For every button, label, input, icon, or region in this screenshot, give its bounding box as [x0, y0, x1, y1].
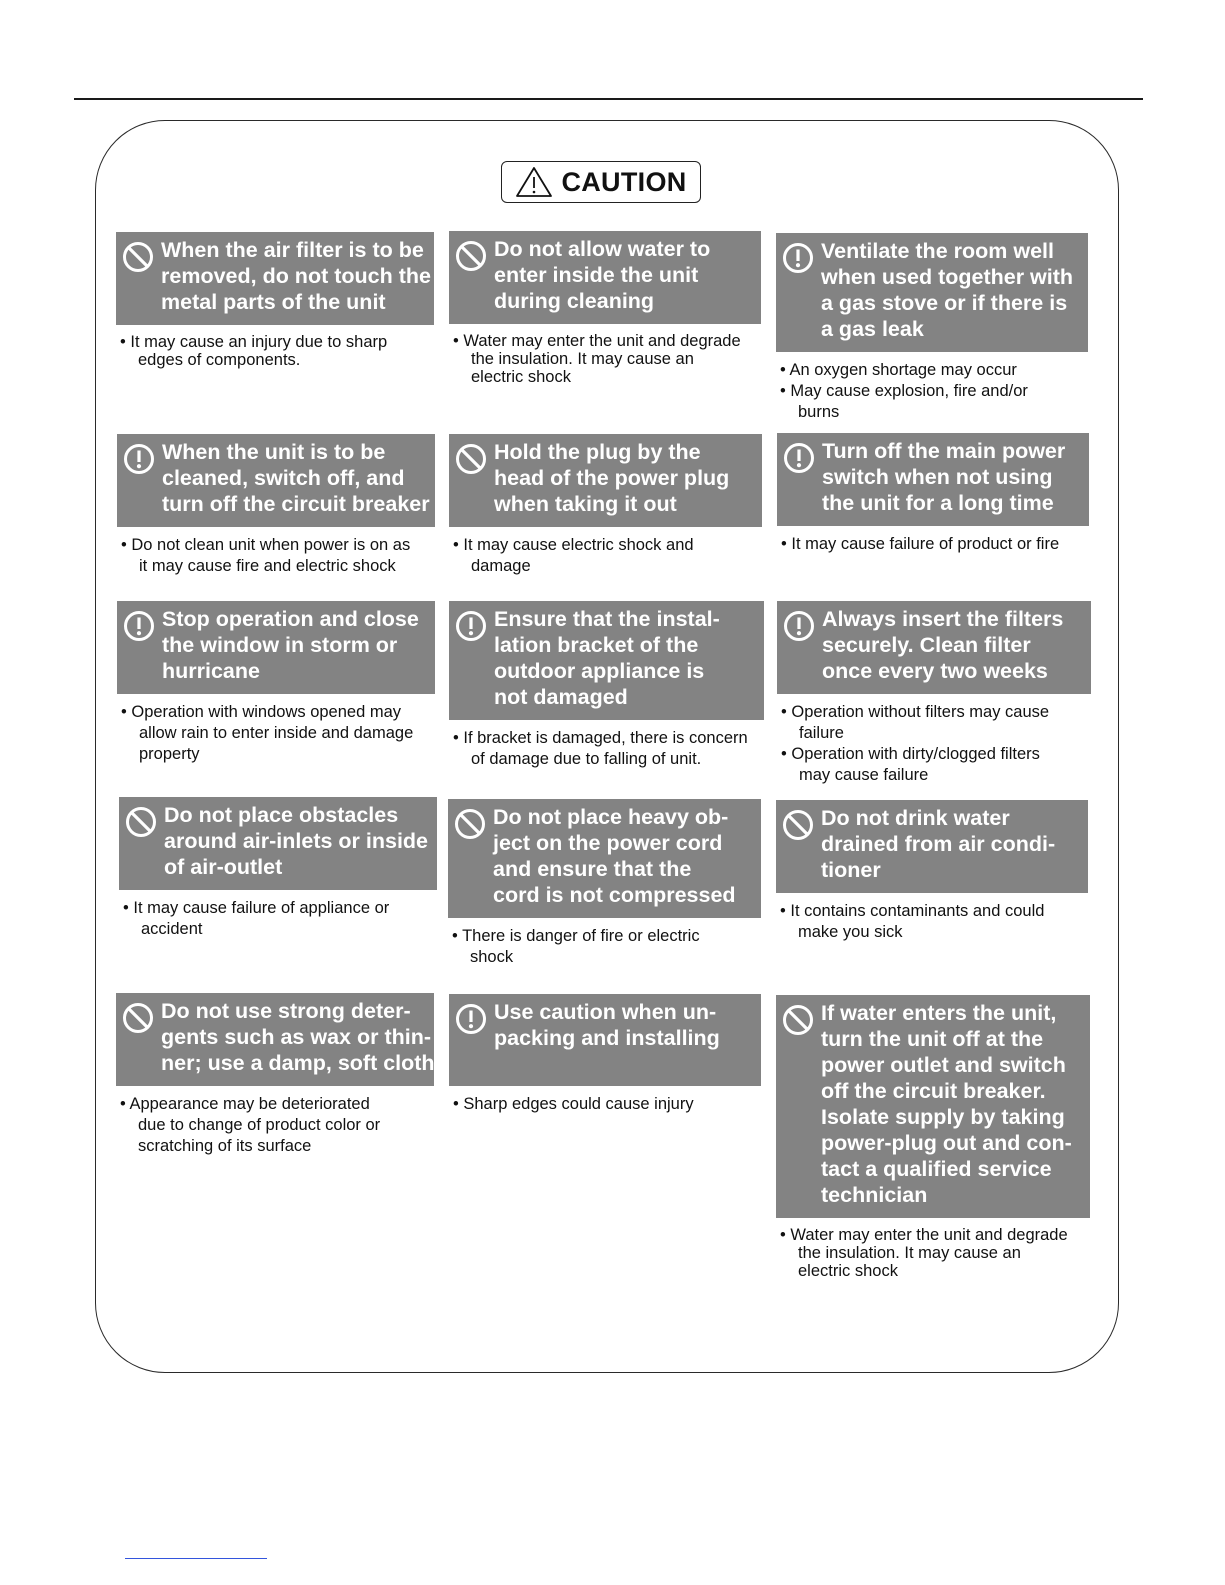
card-title-line: Ventilate the room well — [821, 239, 1054, 263]
card-heading — [449, 994, 761, 1086]
card-heading — [776, 995, 1090, 1218]
card-title-line: off the circuit breaker. — [821, 1079, 1046, 1103]
card-heading — [449, 231, 761, 324]
caution-card — [776, 800, 1088, 943]
card-title-line: Always insert the filters — [822, 607, 1064, 631]
card-note-line: • There is danger of fire or electric — [452, 927, 700, 945]
card-title-line: around air-inlets or inside — [164, 829, 429, 853]
card-note-line: • Sharp edges could cause injury — [453, 1095, 694, 1113]
card-title-line: cleaned, switch off, and — [162, 466, 405, 490]
card-title-line: power outlet and switch — [821, 1053, 1066, 1077]
caution-card — [116, 232, 434, 369]
card-heading — [117, 434, 435, 527]
caution-card — [117, 601, 435, 765]
card-note-line: accident — [141, 920, 203, 938]
card-note-line: damage — [471, 557, 531, 575]
card-title-line: tact a qualified service — [821, 1157, 1052, 1181]
prohibition-icon — [122, 1002, 154, 1034]
exclamation-icon — [123, 610, 155, 642]
card-title-line: when taking it out — [494, 492, 677, 516]
card-note-line: burns — [798, 403, 840, 421]
card-title-line: Do not place heavy ob- — [493, 805, 729, 829]
card-heading — [776, 233, 1088, 352]
caution-title: CAUTION — [561, 166, 687, 197]
card-notes — [116, 333, 434, 369]
caution-card — [776, 233, 1088, 423]
card-title-line: ner; use a damp, soft cloth — [161, 1051, 435, 1075]
card-notes — [117, 702, 435, 765]
card-title-line: switch when not using — [822, 465, 1053, 489]
exclamation-icon — [783, 610, 815, 642]
card-title-line: Isolate supply by taking — [821, 1105, 1065, 1129]
card-note-line: edges of components. — [138, 351, 301, 369]
card-note-line: • Operation with windows opened may — [121, 703, 402, 721]
card-title-line: hurricane — [162, 659, 260, 683]
caution-card — [449, 434, 762, 577]
card-title-line: enter inside the unit — [494, 263, 699, 287]
card-title-line: Use caution when un- — [494, 1000, 717, 1024]
card-note-line: it may cause fire and electric shock — [139, 557, 396, 575]
card-notes — [116, 1094, 434, 1157]
card-title-line: outdoor appliance is — [494, 659, 705, 683]
card-title-line: power-plug out and con- — [821, 1131, 1072, 1155]
caution-card — [119, 797, 437, 940]
card-title-line: Do not drink water — [821, 806, 1010, 830]
footer-link-underline — [125, 1558, 267, 1559]
card-note-line: • If bracket is damaged, there is concern — [453, 729, 748, 747]
card-note-line: • An oxygen shortage may occur — [780, 361, 1017, 379]
card-notes — [449, 332, 761, 386]
card-note-line: allow rain to enter inside and damage — [139, 724, 414, 742]
card-title-line: cord is not compressed — [493, 883, 736, 907]
card-title-line: Do not place obstacles — [164, 803, 399, 827]
card-note-line: • Do not clean unit when power is on as — [121, 536, 411, 554]
card-title-line: during cleaning — [494, 289, 655, 313]
card-title-line: the unit for a long time — [822, 491, 1054, 515]
card-notes — [119, 898, 437, 940]
card-title-line: technician — [821, 1183, 928, 1207]
card-note-line: failure — [799, 724, 844, 742]
card-title-line: Hold the plug by the — [494, 440, 701, 464]
exclamation-icon — [123, 443, 155, 475]
card-title-line: turn the unit off at the — [821, 1027, 1044, 1051]
card-note-line: • It may cause failure of appliance or — [123, 899, 390, 917]
caution-card — [777, 601, 1091, 786]
card-heading — [777, 433, 1089, 526]
prohibition-icon — [122, 241, 154, 273]
card-title-line: metal parts of the unit — [161, 290, 386, 314]
card-title-line: the window in storm or — [162, 633, 398, 657]
card-notes — [117, 535, 435, 577]
card-title-line: Do not allow water to — [494, 237, 711, 261]
prohibition-icon — [455, 443, 487, 475]
card-heading — [449, 434, 762, 527]
exclamation-icon — [455, 1003, 487, 1035]
caution-card — [117, 434, 435, 577]
caution-card — [449, 994, 761, 1115]
prohibition-icon — [125, 806, 157, 838]
card-title-line: of air-outlet — [164, 855, 283, 879]
prohibition-icon — [782, 1004, 814, 1036]
card-notes — [777, 702, 1091, 786]
card-title-line: securely. Clean filter — [822, 633, 1031, 657]
caution-card — [449, 231, 761, 386]
card-title-line: not damaged — [494, 685, 628, 709]
card-title-line: Stop operation and close — [162, 607, 419, 631]
card-notes — [449, 1094, 761, 1115]
caution-card — [448, 799, 761, 968]
card-title-line: drained from air condi- — [821, 832, 1056, 856]
caution-card — [776, 995, 1090, 1280]
card-notes — [776, 360, 1088, 423]
card-title-line: and ensure that the — [493, 857, 692, 881]
card-note-line: • Operation with dirty/clogged filters — [781, 745, 1040, 763]
prohibition-icon — [782, 809, 814, 841]
card-notes — [449, 728, 764, 770]
card-title-line: When the unit is to be — [162, 440, 386, 464]
card-heading — [777, 601, 1091, 694]
card-title-line: gents such as wax or thin- — [161, 1025, 431, 1049]
card-note-line: shock — [470, 948, 514, 966]
header-rule — [74, 98, 1143, 100]
caution-card — [777, 433, 1089, 555]
warning-triangle-icon — [515, 166, 553, 198]
card-title-line: removed, do not touch the — [161, 264, 431, 288]
card-notes — [776, 1226, 1090, 1280]
card-note-line: electric shock — [471, 368, 571, 386]
exclamation-icon — [455, 610, 487, 642]
card-title-line: turn off the circuit breaker — [162, 492, 430, 516]
card-note-line: may cause failure — [799, 766, 929, 784]
card-note-line: due to change of product color or — [138, 1116, 381, 1134]
card-notes — [776, 901, 1088, 943]
card-note-line: the insulation. It may cause an — [471, 350, 694, 368]
card-title-line: lation bracket of the — [494, 633, 699, 657]
card-title-line: If water enters the unit, — [821, 1001, 1057, 1025]
exclamation-icon — [782, 242, 814, 274]
card-note-line: of damage due to falling of unit. — [471, 750, 702, 768]
card-title-line: Turn off the main power — [822, 439, 1066, 463]
card-heading — [116, 232, 434, 325]
card-title-line: head of the power plug — [494, 466, 730, 490]
card-heading — [116, 993, 434, 1086]
card-note-line: the insulation. It may cause an — [798, 1244, 1021, 1262]
card-note-line: • It may cause electric shock and — [453, 536, 694, 554]
card-note-line: scratching of its surface — [138, 1137, 312, 1155]
card-note-line: • Water may enter the unit and degrade — [453, 332, 741, 350]
card-note-line: • May cause explosion, fire and/or — [780, 382, 1028, 400]
caution-card — [116, 993, 434, 1157]
card-title-line: packing and installing — [494, 1026, 720, 1050]
prohibition-icon — [455, 240, 487, 272]
caution-card — [449, 601, 764, 770]
card-title-line: When the air filter is to be — [161, 238, 424, 262]
card-note-line: make you sick — [798, 923, 903, 941]
card-title-line: tioner — [821, 858, 881, 882]
card-notes — [449, 535, 762, 577]
card-notes — [777, 534, 1089, 555]
card-note-line: • Water may enter the unit and degrade — [780, 1226, 1068, 1244]
card-title-line: Ensure that the instal- — [494, 607, 720, 631]
card-notes — [448, 926, 761, 968]
card-title-line: ject on the power cord — [493, 831, 723, 855]
card-note-line: • Operation without filters may cause — [781, 703, 1050, 721]
card-title-line: Do not use strong deter- — [161, 999, 411, 1023]
card-note-line: • Appearance may be deteriorated — [120, 1095, 370, 1113]
card-note-line: • It contains contaminants and could — [780, 902, 1045, 920]
caution-badge — [501, 161, 701, 203]
card-heading — [448, 799, 761, 918]
card-note-line: • It may cause failure of product or fire — [781, 535, 1060, 553]
prohibition-icon — [454, 808, 486, 840]
card-title-line: a gas stove or if there is — [821, 291, 1068, 315]
card-title-line: when used together with — [821, 265, 1074, 289]
card-heading — [449, 601, 764, 720]
card-heading — [776, 800, 1088, 893]
card-title-line: once every two weeks — [822, 659, 1048, 683]
card-note-line: property — [139, 745, 200, 763]
card-heading — [119, 797, 437, 890]
card-title-line: a gas leak — [821, 317, 924, 341]
exclamation-icon — [783, 442, 815, 474]
card-heading — [117, 601, 435, 694]
card-note-line: electric shock — [798, 1262, 898, 1280]
card-note-line: • It may cause an injury due to sharp — [120, 333, 388, 351]
